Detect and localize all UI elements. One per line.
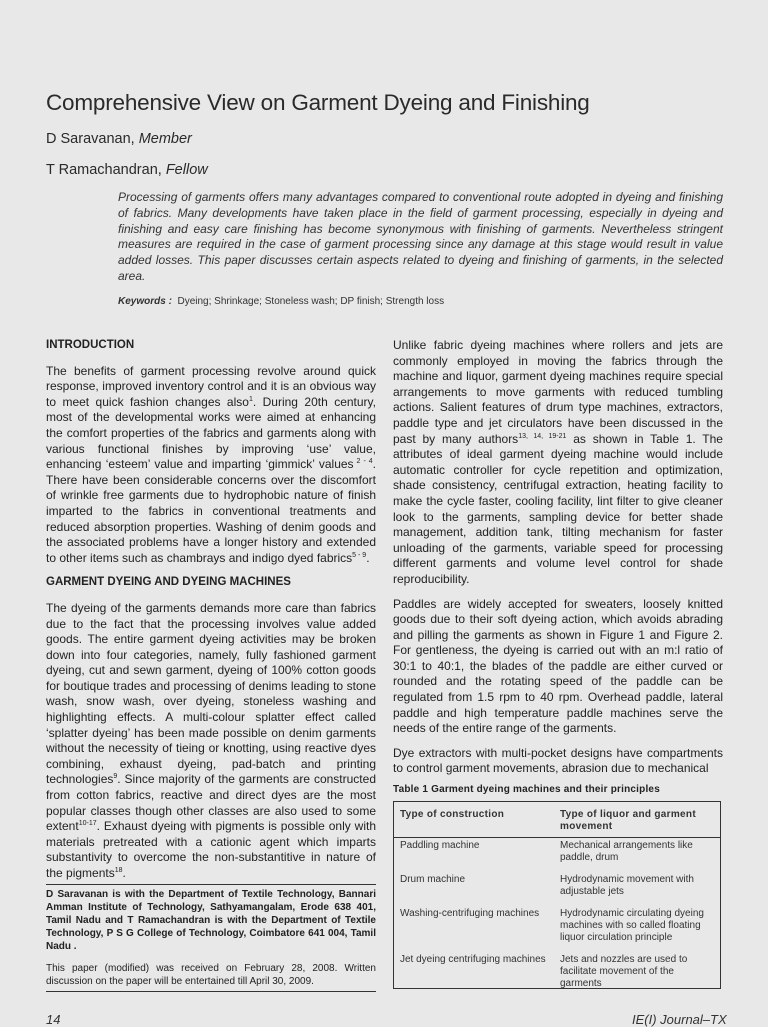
footnote-rule-bottom [46,991,376,992]
table-cell: Hydrodynamic movement with adjustable jets [560,874,694,897]
extractors-paragraph: Dye extractors with multi-pocket designs have compartments to control garment movements, abrasion due to mechanical [393,745,723,776]
footnote-rule [46,884,376,885]
left-column [46,338,376,891]
abstract: Processing of garments offers many advantages compared to conventional route adopted in dyeing and finishing of fabrics. Many developments have taken place in the field of garment processing, especially in dyeing and finishing and easy care finishing has become synonymous with finishing of garments. Nevertheless stringent measures are required in the case of garment processing since any damage at this stage would result in value added losses. This paper discusses certain aspects related to dyeing and finishing of garments, in the selected area. [118,190,723,283]
table-row [394,906,720,952]
table-row [394,838,720,873]
table-cell: Washing-centrifuging machines [400,908,540,919]
author-affiliation-note: D Saravanan is with the Department of Textile Technology, Bannari Amman Institute of Technology, Sathyamangalam, Erode 638 401, Tamil Nadu and T Ramachandran is with the Department of Textile Technology, P S G College of Technology, Coimbatore 641 004, Tamil Nadu . [46,889,376,952]
paddles-paragraph: Paddles are widely accepted for sweaters, loosely knitted goods due to their soft dyeing action, which avoids abrading and pilling the garments as shown in Figure 1 and Figure 2. For gentleness, the dyeing is carried out with an m:l ratio of 30:1 to 40:1, the blades of the paddle are either curved or rounded and the rotating speed of the paddle can be regulated from 1.5 rpm to 40 rpm. Overhead paddle, lateral paddle and high temperature paddle machines serve the needs of the entire range of the garments. [393,596,723,736]
right-column [393,338,723,786]
journal-name: IE(I) Journal–TX [632,1012,727,1027]
paper-title: Comprehensive View on Garment Dyeing and Finishing [46,90,590,115]
keywords-label: Keywords : [118,296,172,307]
author-1 [46,131,192,147]
table-header-movement: Type of liquor and garment movement [560,809,696,832]
table-cell: Paddling machine [400,840,480,851]
table-caption: Table 1 Garment dyeing machines and their principles [393,784,660,795]
machines-table [393,801,721,989]
table-row [394,872,720,906]
author-2 [46,162,208,178]
garment-dyeing-heading: GARMENT DYEING AND DYEING MACHINES [46,576,291,589]
author-1-role: Member [138,131,192,147]
table-cell: Jets and nozzles are used to facilitate movement of the garments [560,954,688,989]
author-1-name: D Saravanan, [46,131,135,147]
table-cell: Mechanical arrangements like paddle, drum [560,840,693,863]
author-2-role: Fellow [165,162,208,178]
table-cell: Drum machine [400,874,466,885]
table-row [394,952,720,998]
table-cell: Jet dyeing centrifuging machines [400,954,546,965]
keywords-value: Dyeing; Shrinkage; Stoneless wash; DP finish; Strength loss [177,296,445,307]
author-2-name: T Ramachandran, [46,162,162,178]
table-header-construction: Type of construction [400,809,505,820]
received-note: This paper (modified) was received on February 28, 2008. Written discussion on the paper will be entertained till April 30, 2009. [46,963,376,987]
table-cell: Hydrodynamic circulating dyeing machines with so called floating liquor circulation principle [560,908,704,943]
garment-dyeing-paragraph: The dyeing of the garments demands more care than fabrics due to the fact that the processing involves value added goods. The entire garment dyeing activities may be broken down into four categories, namely, fully fashioned garment dyeing, cut and sewn garment, dyeing of 100% cotton goods for boutique trades and processing of denims leading to stone wash, snow wash, over dyeing, stoneless washing and highlighting effects. A multi-colour splatter effect called ‘splatter dyeing’ has been made possible on denim garments without the necessity of tieing or knotting, using reactive dyes combining, exhaust dyeing, pad-batch and printing technologies$^9$. Since majority of the garments are constructed from cotton fabrics, reactive and direct dyes are the most popular classes though other classes are also used to some extent$^{10-17}$. Exhaust dyeing with pigments is possible only with materials pretreated with a cationic agent which imparts substantivity to overcome the non-substantitive in nature of the pigments$^{18}$. [46,600,376,880]
table-header-row [394,802,720,838]
machines-paragraph: Unlike fabric dyeing machines where rollers and jets are commonly employed in moving the fabrics through the machine and liquor, garment dyeing machines require special arrangements to move garments with reduced tumbling actions. Salient features of drum type machines, extractors, paddle type and jet circulators have been discussed in the past by many authors$^{13, 14, 19-21}$ as shown in Table 1. The attributes of ideal garment dyeing machine would include automatic controller for cycle repetition and optimization, shade consistency, centrifugal extraction, heating facility to make the cycle faster, cooling facility, lint filter to give cleaner look to the garments, sampling device for better shade management, addition tank, tilting mechanism for faster unloading of the garments, variable speed for processing different garments and volume level control for shade reproducibility. [393,338,723,586]
introduction-heading: INTRODUCTION [46,339,135,351]
introduction-paragraph: The benefits of garment processing revolve around quick response, improved inventory control and it is an obvious way to meet quick fashion changes also$^1$. During 20th century, most of the developmental works were aimed at enhancing the comfort properties of the fabrics and garments along with various functional finishes by improving ‘use’ value, enhancing ‘esteem’ value and imparting ‘gimmick’ values $^{2 - 4}$. There have been considerable concerns over the discomfort of wrinkle free garments due to hydrophobic nature of finish imparted to the fabrics in conventional treatments and reduced absorption properties. Washing of denim goods and the associated problems have a longer history and extended to other items such as chambrays and indigo dyed fabrics$^{5 - 9}$. [46,363,377,565]
keywords [118,296,444,307]
page-number: 14 [46,1012,61,1027]
